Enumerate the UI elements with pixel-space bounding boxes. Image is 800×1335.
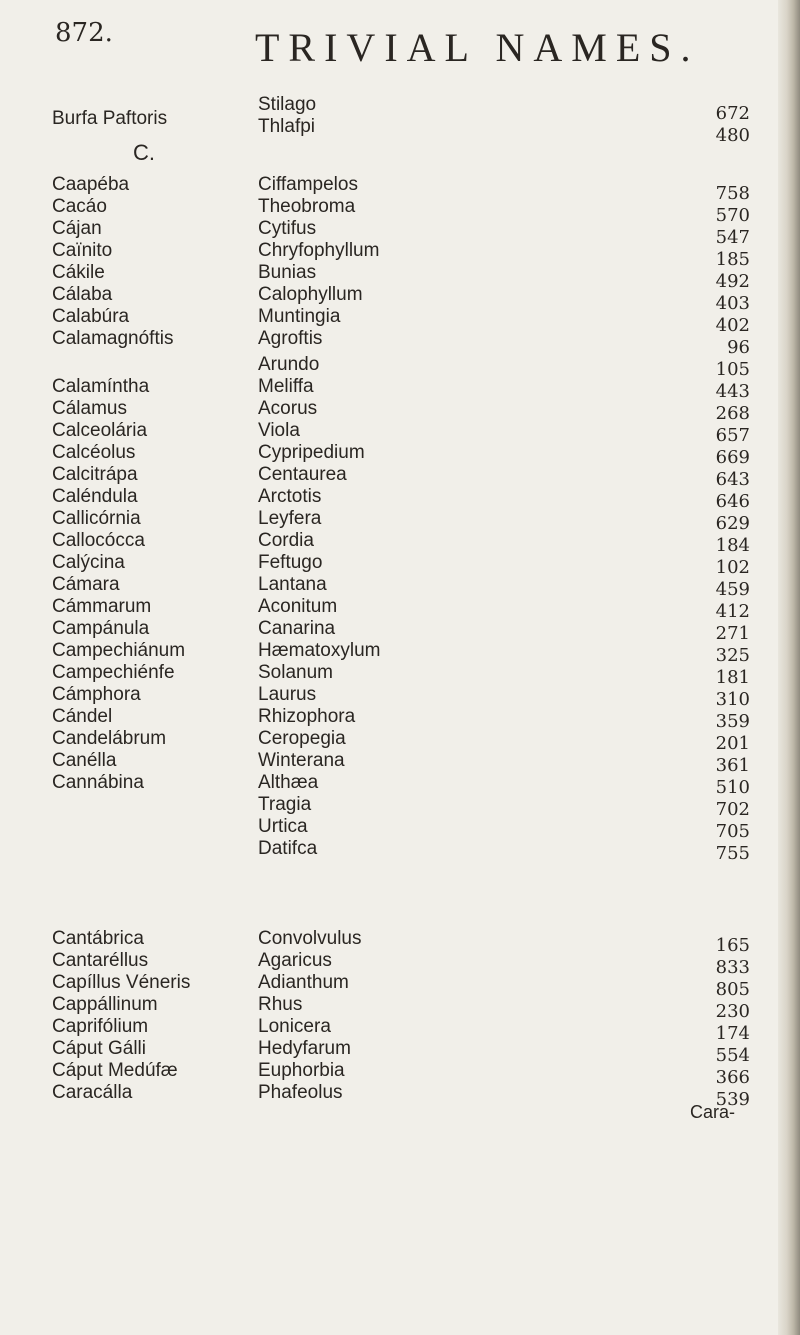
list-item: Campechiánum [52, 640, 186, 661]
list-item: Meliffa [258, 376, 314, 397]
list-item: Rhus [258, 994, 303, 1015]
list-item: 657 [715, 425, 750, 446]
list-item: 672 [715, 103, 750, 124]
list-item: Cáput Medúfæ [52, 1060, 178, 1081]
group2-genera [258, 354, 380, 860]
list-item: 805 [715, 979, 750, 1000]
list-item: Caïnito [52, 240, 113, 261]
list-item: 359 [715, 711, 750, 732]
list-item: Cájan [52, 218, 102, 239]
list-item: Chryfophyllum [258, 240, 380, 261]
list-item: 412 [715, 601, 750, 622]
list-item: Muntingia [258, 306, 341, 327]
list-item: 646 [715, 491, 750, 512]
list-item: 310 [715, 689, 750, 710]
list-item: Cantábrica [52, 928, 144, 949]
page-edge [778, 0, 800, 1335]
list-item: Convolvulus [258, 928, 362, 949]
list-item: Cacáo [52, 196, 107, 217]
list-item: Agroftis [258, 328, 323, 349]
list-item: Cálaba [52, 284, 113, 305]
intro-trivial: Burfa Paftoris [52, 108, 168, 129]
list-item: Bunias [258, 262, 317, 283]
list-item: Cámphora [52, 684, 141, 705]
list-item: Callocócca [52, 530, 145, 551]
list-item: 325 [715, 645, 750, 666]
list-item: 443 [715, 381, 750, 402]
intro-genera [258, 94, 316, 138]
list-item: Hæmatoxylum [258, 640, 381, 661]
list-item: Centaurea [258, 464, 347, 485]
list-item: Theobroma [258, 196, 356, 217]
list-item: Adianthum [258, 972, 349, 993]
list-item: Leyfera [258, 508, 322, 529]
list-item: Acorus [258, 398, 318, 419]
list-item: Aconitum [258, 596, 338, 617]
list-item: Campánula [52, 618, 150, 639]
list-item: 403 [715, 293, 750, 314]
list-item: Candelábrum [52, 728, 167, 749]
list-item: Cálamus [52, 398, 127, 419]
list-item: Phafeolus [258, 1082, 343, 1103]
list-item: 165 [715, 935, 750, 956]
list-item: Urtica [258, 816, 308, 837]
list-item: Datifca [258, 838, 318, 859]
list-item: 181 [715, 667, 750, 688]
list-item: 361 [715, 755, 750, 776]
list-item: Agaricus [258, 950, 332, 971]
group2-pages [690, 359, 750, 865]
list-item: Lonicera [258, 1016, 331, 1037]
list-item: Calcéolus [52, 442, 136, 463]
list-item: Cámmarum [52, 596, 152, 617]
intro-pages [690, 103, 750, 147]
list-item: 402 [715, 315, 750, 336]
list-item: Calabúra [52, 306, 130, 327]
list-item: Rhizophora [258, 706, 356, 727]
list-item: Calophyllum [258, 284, 363, 305]
list-item: 833 [715, 957, 750, 978]
list-item: Feftugo [258, 552, 323, 573]
list-item: Cándel [52, 706, 113, 727]
list-item: Solanum [258, 662, 333, 683]
list-item: Cordia [258, 530, 314, 551]
catchword: Cara- [690, 1102, 736, 1122]
list-item: 554 [715, 1045, 750, 1066]
list-item: Euphorbia [258, 1060, 345, 1081]
list-item: Capíllus Véneris [52, 972, 191, 993]
list-item: 201 [715, 733, 750, 754]
list-item: 705 [715, 821, 750, 842]
list-item: 669 [715, 447, 750, 468]
list-item: Arundo [258, 354, 320, 375]
list-item: Tragia [258, 794, 312, 815]
list-item: 758 [715, 183, 750, 204]
list-item: Althæa [258, 772, 319, 793]
group3-pages [690, 935, 750, 1111]
list-item: 185 [715, 249, 750, 270]
list-item: 480 [715, 125, 750, 146]
list-item: Calýcina [52, 552, 125, 573]
list-item: Caracálla [52, 1082, 133, 1103]
list-item: Calamíntha [52, 376, 150, 397]
list-item: Cáput Gálli [52, 1038, 146, 1059]
list-item: 230 [715, 1001, 750, 1022]
list-item: 702 [715, 799, 750, 820]
list-item: 755 [715, 843, 750, 864]
list-item: Stilago [258, 94, 317, 115]
list-item: Caléndula [52, 486, 138, 507]
group1-genera [258, 174, 379, 350]
list-item: Caapéba [52, 174, 130, 195]
list-item: Canarina [258, 618, 336, 639]
list-item: Calamagnóftis [52, 328, 174, 349]
list-item: Cákile [52, 262, 105, 283]
group3-trivial [52, 928, 190, 1104]
list-item: 547 [715, 227, 750, 248]
list-item: 629 [715, 513, 750, 534]
list-item: Campechiénfe [52, 662, 175, 683]
list-item: 366 [715, 1067, 750, 1088]
group2-trivial [52, 376, 185, 794]
list-item: 492 [715, 271, 750, 292]
list-item: Lantana [258, 574, 327, 595]
list-item: Viola [258, 420, 300, 441]
list-item: Winterana [258, 750, 345, 771]
section-letter: C. [133, 140, 155, 165]
list-item: Thlafpi [258, 116, 316, 137]
list-item: Cypripedium [258, 442, 365, 463]
list-item: 510 [715, 777, 750, 798]
list-item: Hedyfarum [258, 1038, 351, 1059]
list-item: 643 [715, 469, 750, 490]
list-item: 174 [715, 1023, 750, 1044]
list-item: 268 [715, 403, 750, 424]
list-item: Cytifus [258, 218, 317, 239]
list-item: 102 [715, 557, 750, 578]
list-item: Cappállinum [52, 994, 158, 1015]
list-item: Cámara [52, 574, 120, 595]
list-item: 96 [727, 337, 750, 358]
group3-genera [258, 928, 362, 1104]
list-item: Ceropegia [258, 728, 346, 749]
list-item: 271 [715, 623, 750, 644]
running-title: TRIVIAL NAMES. [255, 25, 700, 70]
list-item: Caprifólium [52, 1016, 149, 1037]
list-item: Cantaréllus [52, 950, 149, 971]
list-item: Calceolária [52, 420, 148, 441]
list-item: 539 [715, 1089, 750, 1110]
list-item: 105 [715, 359, 750, 380]
list-item: Ciffampelos [258, 174, 358, 195]
list-item: Callicórnia [52, 508, 141, 529]
list-item: Calcitrápa [52, 464, 138, 485]
list-item: Cannábina [52, 772, 144, 793]
group1-trivial [52, 174, 173, 350]
list-item: 570 [715, 205, 750, 226]
page-number: 872. [55, 18, 113, 48]
list-item: 459 [715, 579, 750, 600]
list-item: Laurus [258, 684, 317, 705]
list-item: Canélla [52, 750, 117, 771]
list-item: Arctotis [258, 486, 322, 507]
group1-pages [690, 183, 750, 359]
list-item: 184 [715, 535, 750, 556]
